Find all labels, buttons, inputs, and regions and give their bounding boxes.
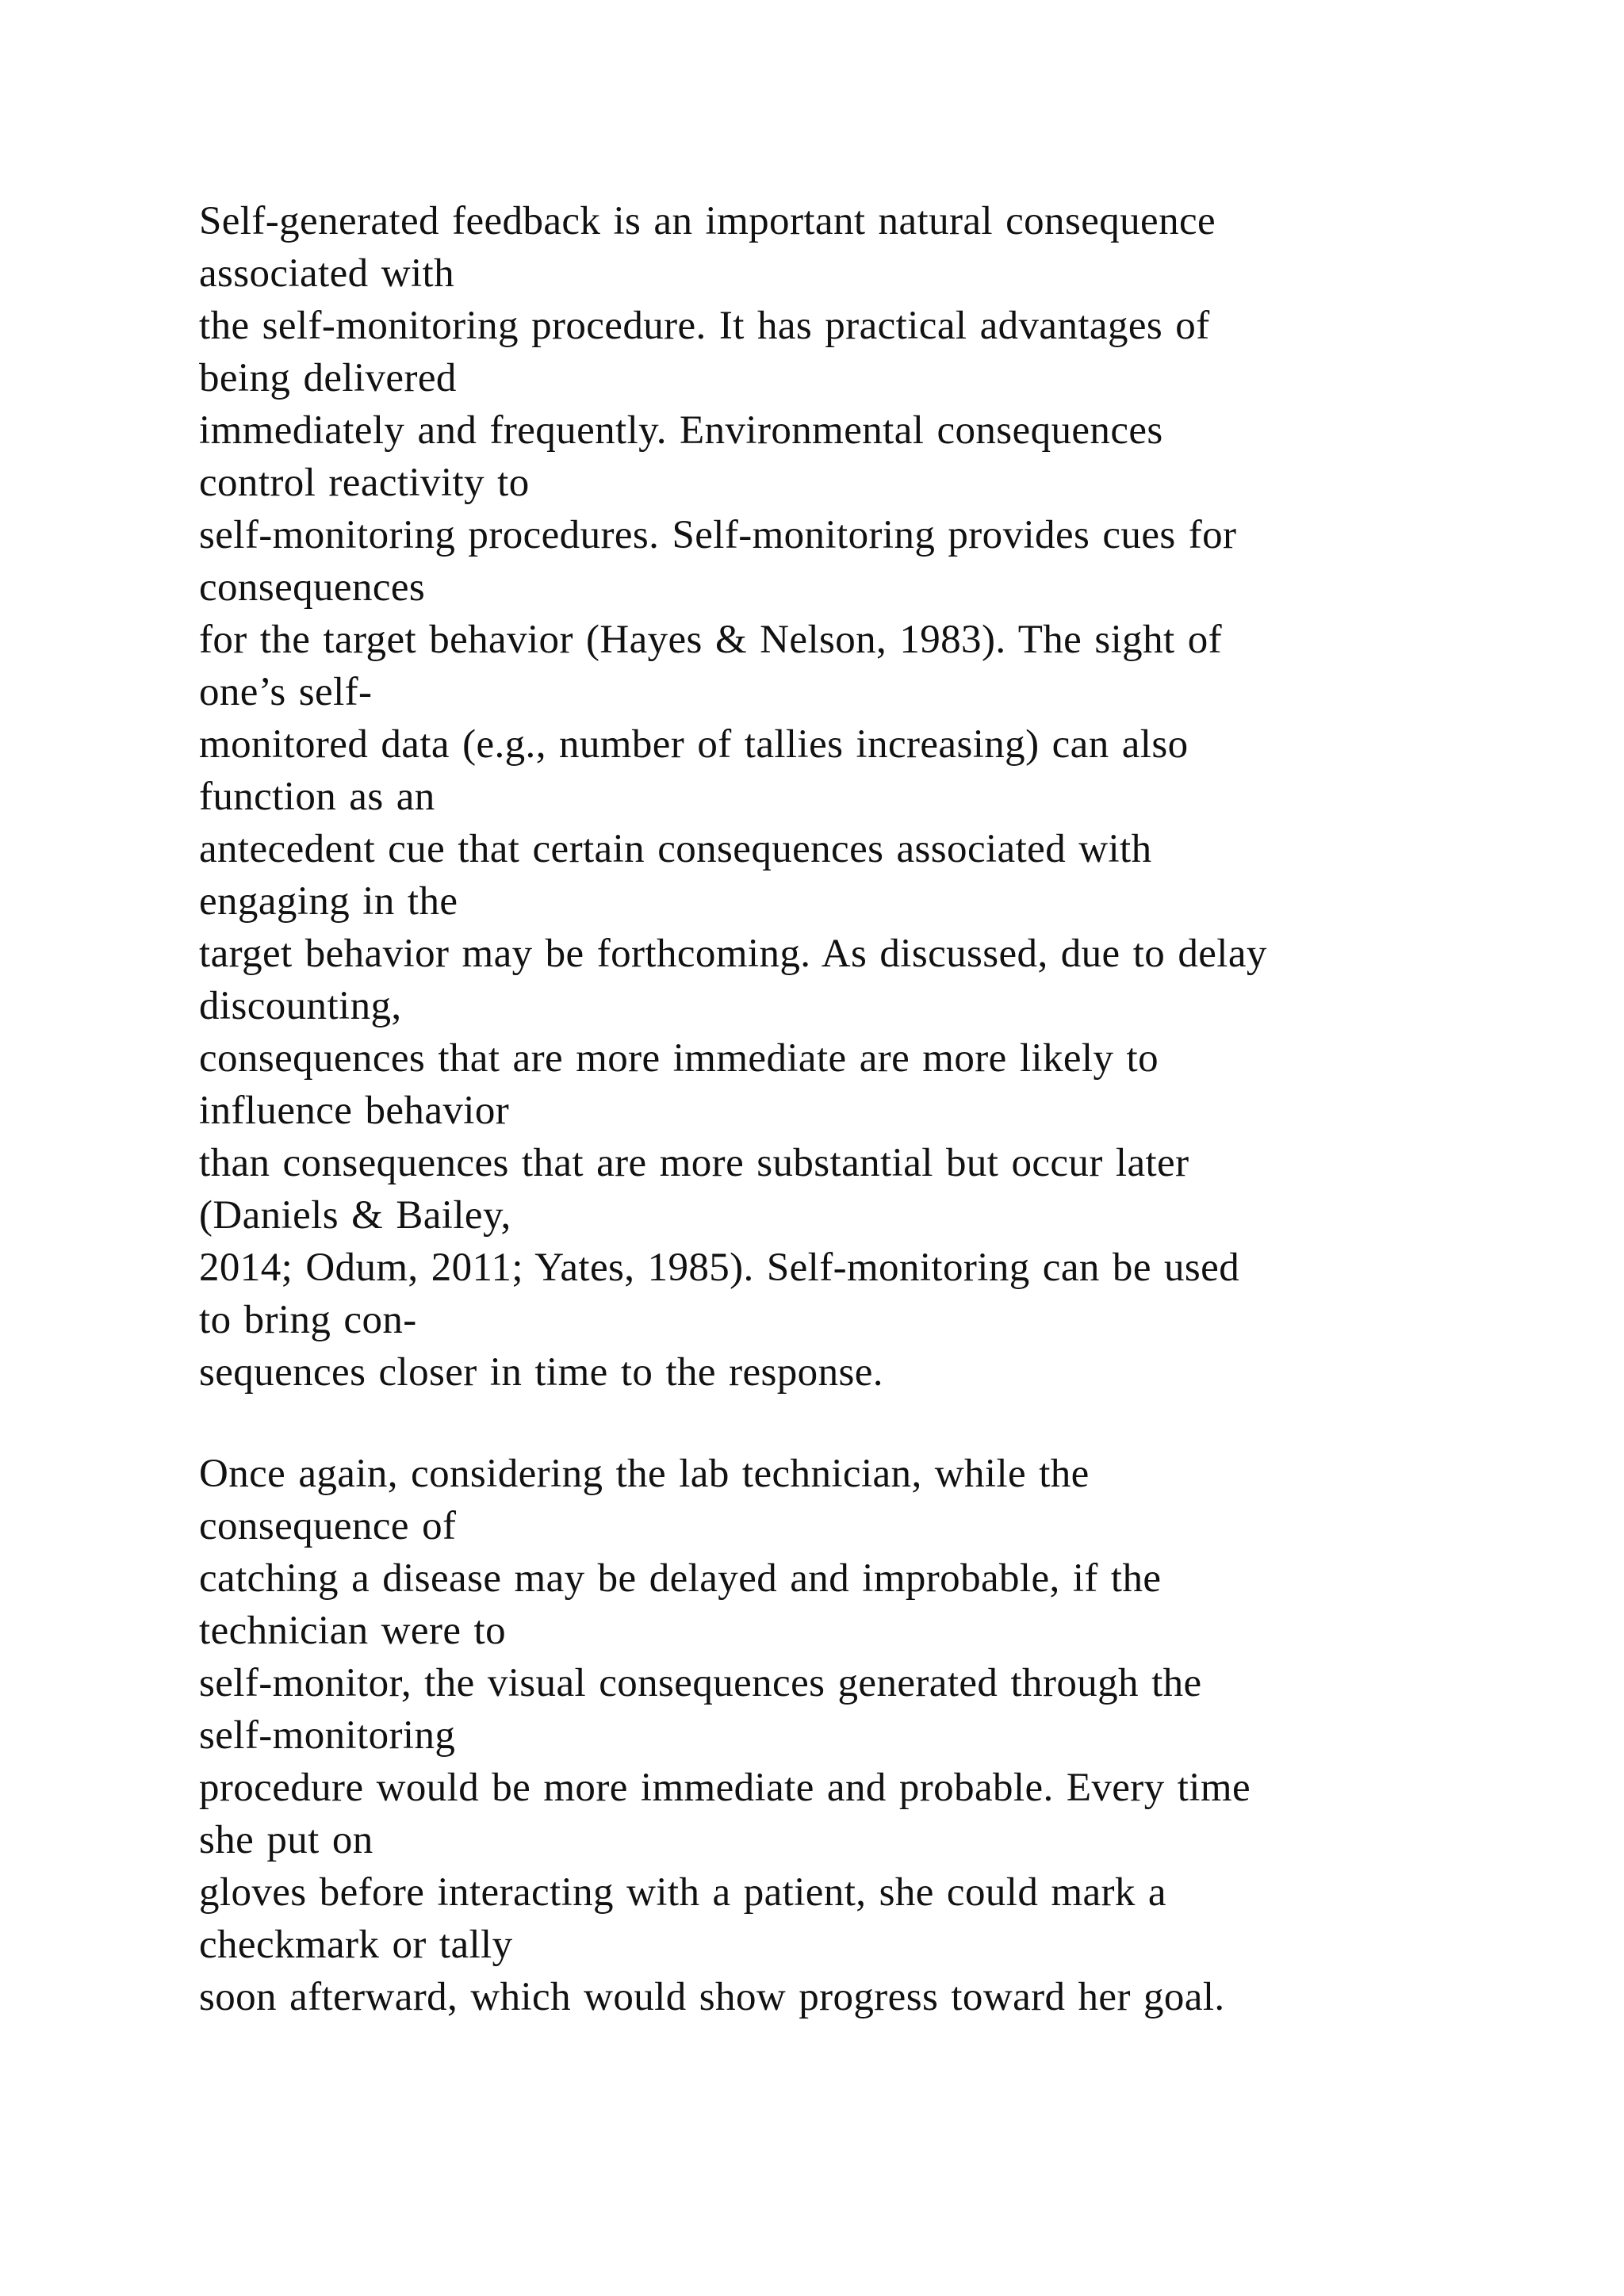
text-line: technician were to [199,1609,507,1653]
text-line: soon afterward, which would show progress toward her goal. [199,1975,1225,2019]
text-line: checkmark or tally [199,1923,513,1967]
text-line: self-monitor, the visual consequences generated through the [199,1661,1202,1705]
text-line: consequence of [199,1504,457,1548]
text-line: control reactivity to [199,461,530,505]
text-line: (Daniels & Bailey, [199,1193,511,1238]
paragraph-self-generated-feedback [199,195,1436,1399]
text-line: she put on [199,1818,373,1862]
text-line: for the target behavior (Hayes & Nelson, 1983). The sight of [199,618,1222,662]
text-line: sequences closer in time to the response. [199,1350,883,1395]
text-line: gloves before interacting with a patient, she could mark a [199,1870,1166,1915]
text-line: procedure would be more immediate and probable. Every time [199,1766,1251,1810]
text-line: being delivered [199,356,457,400]
text-line: antecedent cue that certain consequences associated with [199,827,1152,871]
text-line: consequences that are more immediate are more likely to [199,1036,1159,1081]
text-line: self-monitoring [199,1713,456,1758]
paragraph-lab-technician [199,1448,1436,2023]
text-line: catching a disease may be delayed and improbable, if the [199,1556,1162,1601]
text-line: 2014; Odum, 2011; Yates, 1985). Self-monitoring can be used [199,1246,1240,1290]
text-line: one’s self- [199,670,373,714]
text-line: immediately and frequently. Environmental consequences [199,408,1163,453]
text-line: function as an [199,775,435,819]
text-line: the self-monitoring procedure. It has practical advantages of [199,304,1210,348]
text-line: associated with [199,251,454,296]
text-line: to bring con- [199,1298,417,1342]
text-line: discounting, [199,984,402,1028]
text-line: influence behavior [199,1089,510,1133]
text-line: target behavior may be forthcoming. As discussed, due to delay [199,932,1267,976]
text-line: consequences [199,565,426,610]
text-line: monitored data (e.g., number of tallies increasing) can also [199,722,1189,767]
text-line: than consequences that are more substantial but occur later [199,1141,1189,1185]
text-line: self-monitoring procedures. Self-monitoring provides cues for [199,513,1237,557]
text-line: Self-generated feedback is an important natural consequence [199,199,1216,243]
text-line: Once again, considering the lab technician, while the [199,1452,1090,1496]
text-line: engaging in the [199,879,458,924]
